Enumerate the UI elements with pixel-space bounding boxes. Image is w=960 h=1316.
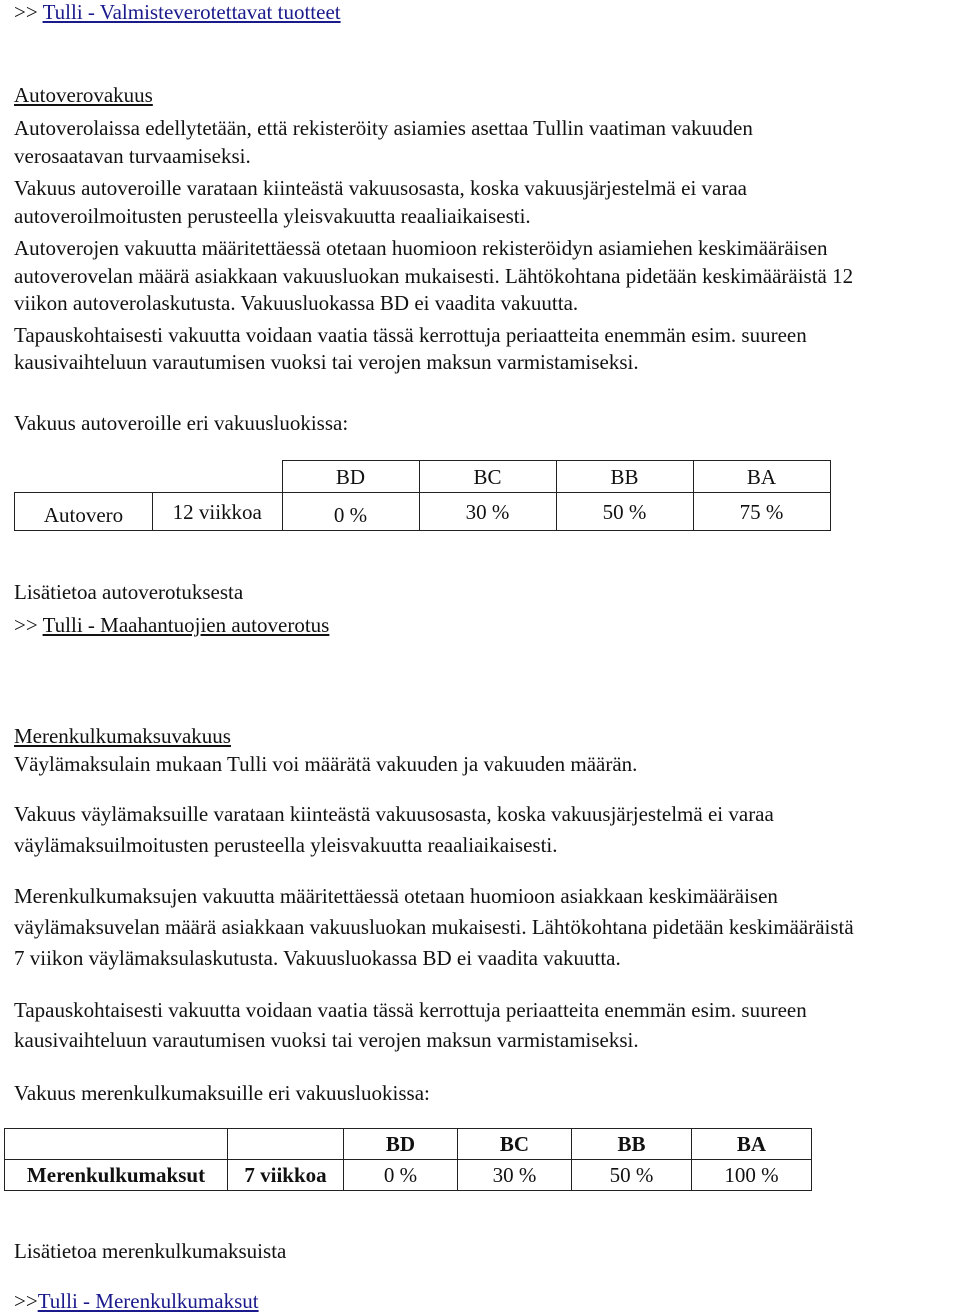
table-value-cell: 50 % xyxy=(556,493,693,531)
table-period-cell: 12 viikkoa xyxy=(153,493,283,531)
table-empty-cell xyxy=(15,461,153,493)
link-valmisteverotettavat[interactable]: Tulli - Valmisteverotettavat tuotteet xyxy=(42,0,341,24)
table-row xyxy=(5,1160,812,1191)
paragraph-line: Autoverolaissa edellytetään, että rekisteröity asiamies asettaa Tullin vaatiman vakuuden xyxy=(14,116,753,140)
paragraph-line: viikon autoverolaskutusta. Vakuusluokassa BD ei vaadita vakuutta. xyxy=(14,291,579,315)
table-empty-cell xyxy=(5,1129,228,1160)
table-header-row xyxy=(5,1129,812,1160)
link-prefix: >> xyxy=(14,0,43,24)
table-value-cell: 0 % xyxy=(282,493,419,531)
table-value-cell: 30 % xyxy=(419,493,556,531)
paragraph-line: Tapauskohtaisesti vakuutta voidaan vaatia tässä kerrottuja periaatteita enemmän esim. suureen xyxy=(14,323,807,347)
more-info-link-row xyxy=(14,610,329,640)
table-header-cell: BA xyxy=(693,461,830,493)
table-value-cell: 50 % xyxy=(572,1160,692,1191)
table-header-cell: BB xyxy=(556,461,693,493)
table-period-cell: 7 viikkoa xyxy=(228,1160,344,1191)
more-info-link-row xyxy=(14,1286,259,1316)
table-value-cell: 75 % xyxy=(693,493,830,531)
link-prefix: >> xyxy=(14,613,43,637)
section-heading-autoverovakuus: Autoverovakuus xyxy=(14,83,153,107)
paragraph-line: kausivaihteluun varautumisen vuoksi tai verojen maksun varmistamiseksi. xyxy=(14,350,639,374)
autovero-table xyxy=(14,460,831,531)
paragraph-line: autoverovelan määrä asiakkaan vakuusluokan mukaisesti. Lähtökohtana pidetään keskimääräistä 12 xyxy=(14,264,854,288)
more-info-label: Lisätietoa merenkulkumaksuista xyxy=(14,1239,287,1263)
table-header-cell: BC xyxy=(458,1129,572,1160)
paragraph-line: kausivaihteluun varautumisen vuoksi tai verojen maksun varmistamiseksi. xyxy=(14,1028,639,1052)
table-title-meri: Vakuus merenkulkumaksuille eri vakuusluokissa: xyxy=(14,1081,430,1105)
link-prefix: >> xyxy=(14,1289,38,1313)
table-header-cell: BD xyxy=(344,1129,458,1160)
paragraph-line: Vakuus väylämaksuille varataan kiinteästä vakuusosasta, koska vakuusjärjestelmä ei varaa xyxy=(14,802,774,826)
paragraph-line: Merenkulkumaksujen vakuutta määritettäessä otetaan huomioon asiakkaan keskimääräisen xyxy=(14,884,778,908)
top-link-row xyxy=(14,0,341,27)
table-header-row xyxy=(15,461,831,493)
section-heading-merenkulkumaksuvakuus: Merenkulkumaksuvakuus xyxy=(14,724,231,748)
paragraph-line: Vakuus autoveroille varataan kiinteästä vakuusosasta, koska vakuusjärjestelmä ei varaa xyxy=(14,176,747,200)
table-row xyxy=(15,493,831,531)
table-value-cell: 100 % xyxy=(692,1160,812,1191)
table-row-label: Autovero xyxy=(15,493,153,531)
table-empty-cell xyxy=(153,461,283,493)
meri-table xyxy=(4,1128,812,1191)
link-merenkulkumaksut[interactable]: Tulli - Merenkulkumaksut xyxy=(37,1289,259,1313)
link-maahantuojien-autoverotus[interactable]: Tulli - Maahantuojien autoverotus xyxy=(42,613,330,637)
table-empty-cell xyxy=(228,1129,344,1160)
table-value-cell: 0 % xyxy=(344,1160,458,1191)
table-value-cell: 30 % xyxy=(458,1160,572,1191)
table-header-cell: BD xyxy=(282,461,419,493)
paragraph-line: Autoverojen vakuutta määritettäessä otetaan huomioon rekisteröidyn asiamiehen keskimääräisen xyxy=(14,236,828,260)
table-header-cell: BB xyxy=(572,1129,692,1160)
paragraph-line: väylämaksuilmoitusten perusteella yleisvakuutta reaaliaikaisesti. xyxy=(14,833,558,857)
paragraph-line: Väylämaksulain mukaan Tulli voi määrätä vakuuden ja vakuuden määrän. xyxy=(14,752,638,776)
table-header-cell: BA xyxy=(692,1129,812,1160)
table-title-autovero: Vakuus autoveroille eri vakuusluokissa: xyxy=(14,411,349,435)
paragraph-line: väylämaksuvelan määrä asiakkaan vakuusluokan mukaisesti. Lähtökohtana pidetään keskimääräistä xyxy=(14,915,854,939)
table-row-label: Merenkulkumaksut xyxy=(5,1160,228,1191)
table-header-cell: BC xyxy=(419,461,556,493)
more-info-label: Lisätietoa autoverotuksesta xyxy=(14,580,244,604)
paragraph-line: Tapauskohtaisesti vakuutta voidaan vaatia tässä kerrottuja periaatteita enemmän esim. suureen xyxy=(14,998,807,1022)
paragraph-line: 7 viikon väylämaksulaskutusta. Vakuusluokassa BD ei vaadita vakuutta. xyxy=(14,946,621,970)
paragraph-line: verosaatavan turvaamiseksi. xyxy=(14,144,251,168)
paragraph-line: autoveroilmoitusten perusteella yleisvakuutta reaaliaikaisesti. xyxy=(14,204,531,228)
